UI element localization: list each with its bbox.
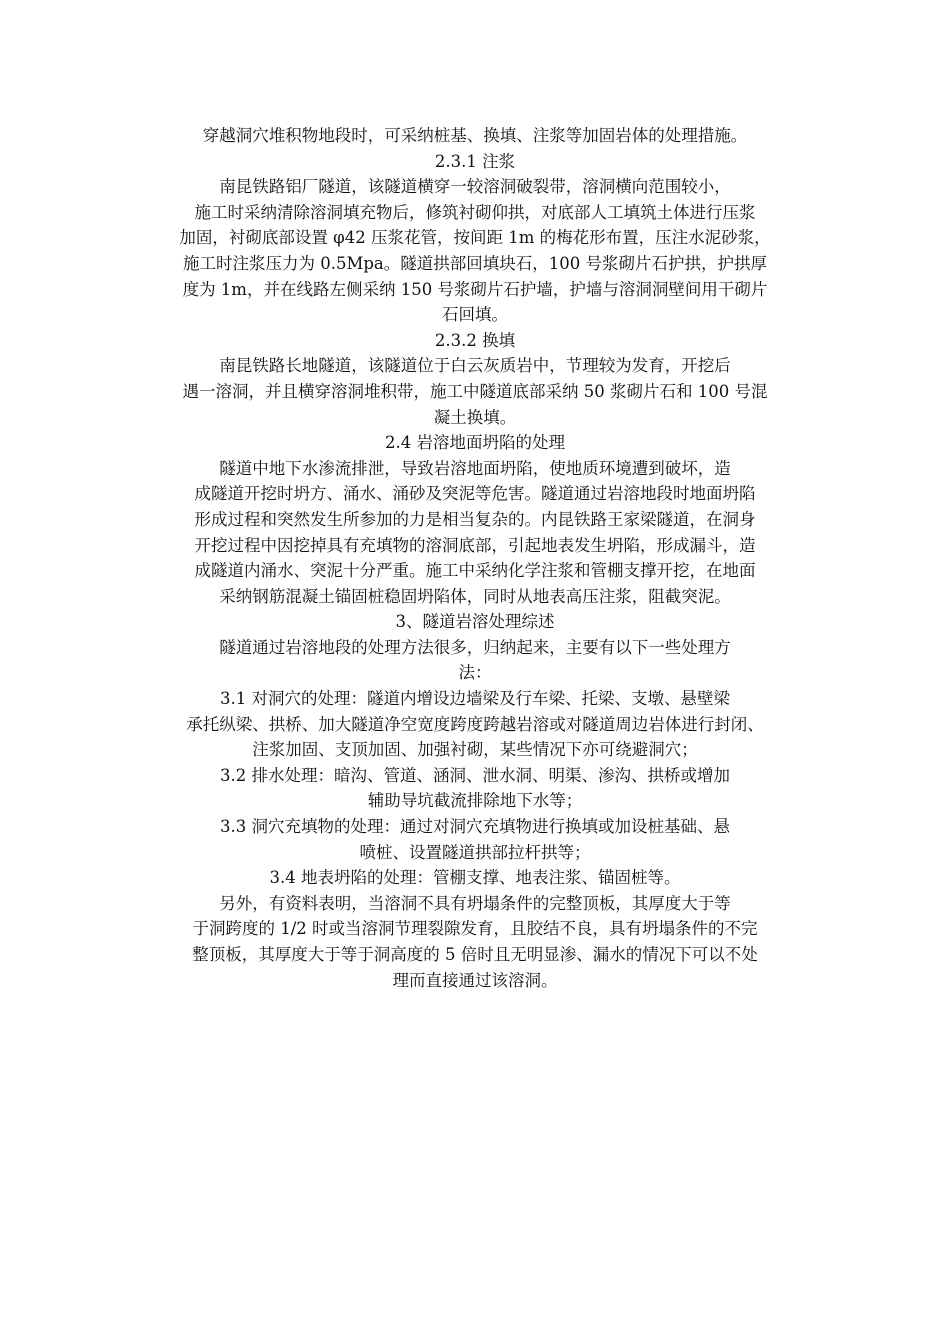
text-line: 石回填。 xyxy=(442,305,508,325)
text-line: 整顶板，其厚度大于等于洞高度的 5 倍时且无明显渗、漏水的情况下可以不处 xyxy=(192,945,758,964)
text-line: 注浆加固、支顶加固、加强衬砌，某些情况下亦可绕避洞穴； xyxy=(252,740,698,760)
section-heading: 2.3.1 注浆 xyxy=(434,151,516,171)
text-line: 南昆铁路长地隧道，该隧道位于白云灰质岩中，节理较为发育，开挖后 xyxy=(219,356,731,376)
section-heading: 2.3.2 换填 xyxy=(434,330,516,350)
text-line: 理而直接通过该溶洞。 xyxy=(392,970,558,990)
document-body xyxy=(130,123,820,993)
text-line: 辅助导坑截流排除地下水等； xyxy=(367,791,583,811)
text-line: 开挖过程中因挖掉具有充填物的溶洞底部，引起地表发生坍陷，形成漏斗，造 xyxy=(194,535,756,555)
text-line: 成隧道内涌水、突泥十分严重。施工中采纳化学注浆和管棚支撑开挖，在地面 xyxy=(194,561,756,581)
text-line: 凝土换填。 xyxy=(433,407,517,427)
text-line: 施工时注浆压力为 0.5Mpa。隧道拱部回填块石，100 号浆砌片石护拱，护拱厚 xyxy=(182,253,768,273)
text-line: 喷桩、设置隧道拱部拉杆拱等； xyxy=(359,842,591,862)
text-line: 3.3 洞穴充填物的处理：通过对洞穴充填物进行换填或加设桩基础、悬 xyxy=(220,817,730,837)
text-line: 南昆铁路铝厂隧道，该隧道横穿一较溶洞破裂带，溶洞横向范围较小， xyxy=(219,177,731,197)
text-line: 隧道中地下水渗流排泄，导致岩溶地面坍陷，使地质环境遭到破坏，造 xyxy=(219,458,731,478)
text-line: 形成过程和突然发生所参加的力是相当复杂的。内昆铁路王家梁隧道，在洞身 xyxy=(194,509,756,529)
text-line: 采纳钢筋混凝土锚固桩稳固坍陷体，同时从地表高压注浆，阻截突泥。 xyxy=(219,586,731,606)
text-line: 于洞跨度的 1/2 时或当溶洞节理裂隙发育，且胶结不良，具有坍塌条件的不完 xyxy=(192,919,758,939)
text-line: 隧道通过岩溶地段的处理方法很多，归纳起来，主要有以下一些处理方 xyxy=(219,637,731,657)
text-line: 遇一溶洞，并且横穿溶洞堆积带，施工中隧道底部采纳 50 浆砌片石和 100 号混 xyxy=(182,381,768,401)
text-line: 施工时采纳清除溶洞填充物后，修筑衬砌仰拱，对底部人工填筑土体进行压浆 xyxy=(194,202,756,222)
text-line: 3.4 地表坍陷的处理：管棚支撑、地表注浆、锚固桩等。 xyxy=(269,868,681,888)
text-line: 另外，有资料表明，当溶洞不具有坍塌条件的完整顶板，其厚度大于等 xyxy=(219,893,731,913)
text-line: 承托纵梁、拱桥、加大隧道净空宽度跨度跨越岩溶或对隧道周边岩体进行封闭、 xyxy=(186,714,764,734)
text-line: 法： xyxy=(458,663,492,683)
text-line: 成隧道开挖时坍方、涌水、涌砂及突泥等危害。隧道通过岩溶地段时地面坍陷 xyxy=(194,484,756,504)
text-line: 3.2 排水处理：暗沟、管道、涵洞、泄水洞、明渠、渗沟、拱桥或增加 xyxy=(220,765,730,785)
text-line: 加固，衬砌底部设置 φ42 压浆花管，按间距 1m 的梅花形布置，压注水泥砂浆， xyxy=(179,228,771,248)
section-heading: 3、隧道岩溶处理综述 xyxy=(395,612,555,632)
text-line: 穿越洞穴堆积物地段时，可采纳桩基、换填、注浆等加固岩体的处理措施。 xyxy=(202,126,748,145)
text-line: 度为 1m，并在线路左侧采纳 150 号浆砌片石护墙，护墙与溶洞洞壁间用干砌片 xyxy=(182,279,768,299)
section-heading: 2.4 岩溶地面坍陷的处理 xyxy=(385,433,565,453)
text-line: 3.1 对洞穴的处理：隧道内增设边墙梁及行车梁、托梁、支墩、悬壁梁 xyxy=(220,689,730,709)
